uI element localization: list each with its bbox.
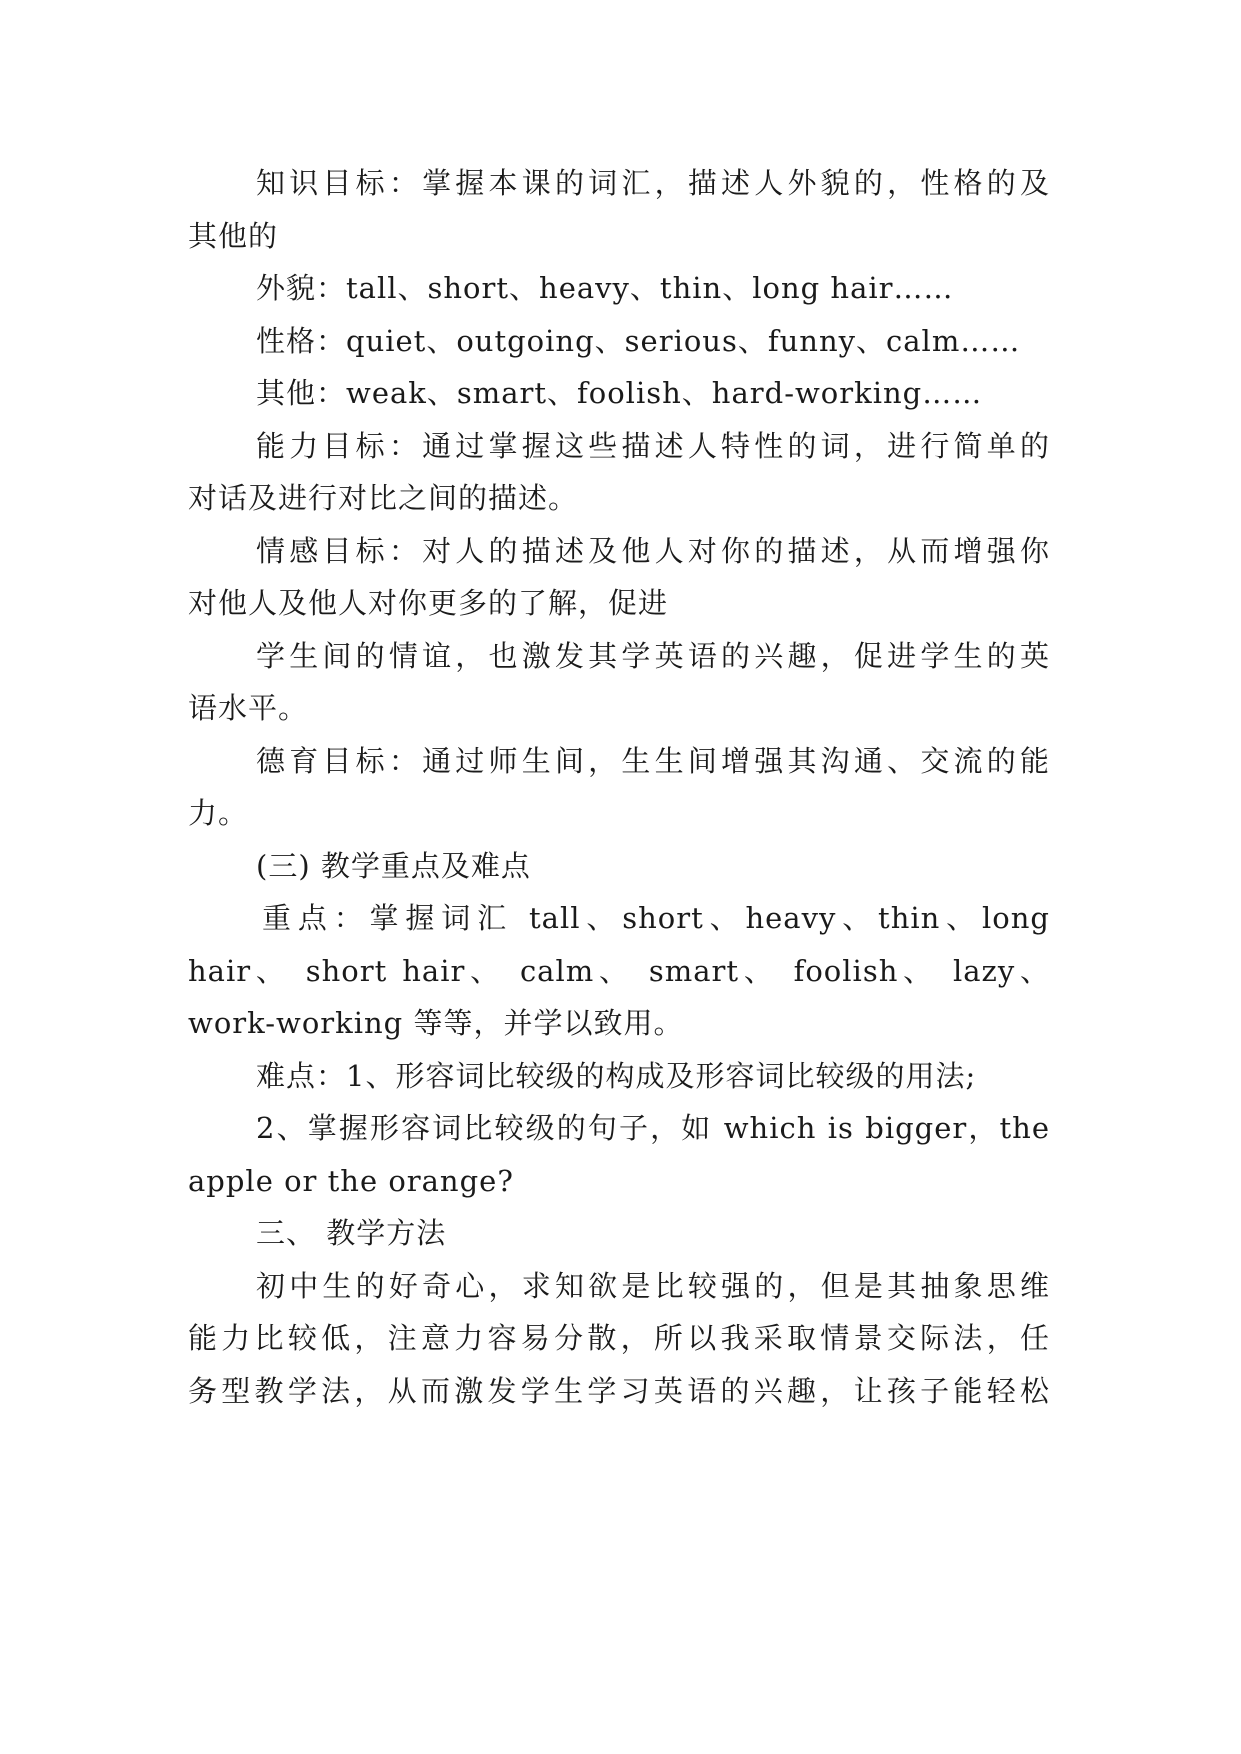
section-heading: 三、 教学方法 — [256, 1216, 447, 1250]
text-line: work-working 等等，并学以致用。 — [188, 1006, 684, 1040]
text-line: 对他人及他人对你更多的了解，促进 — [188, 586, 669, 620]
section-heading: (三) 教学重点及难点 — [256, 849, 531, 883]
text-line: 2、掌握形容词比较级的句子，如 which is bigger，the — [256, 1111, 1050, 1145]
text-line: 外貌：tall、short、heavy、thin、long hair…… — [256, 271, 954, 305]
text-line: 语水平。 — [188, 691, 309, 725]
text-line: 知识目标：掌握本课的词汇，描述人外貌的，性格的及 — [256, 166, 1050, 200]
text-line: 对话及进行对比之间的描述。 — [188, 481, 579, 515]
text-line: 重点：掌握词汇 tall、short、heavy、thin、long — [262, 901, 1050, 935]
text-line: apple or the orange? — [188, 1164, 514, 1198]
text-line: 性格：quiet、outgoing、serious、funny、calm…… — [256, 324, 1021, 358]
text-line: 学生间的情谊，也激发其学英语的兴趣，促进学生的英 — [256, 639, 1050, 673]
text-line: 初中生的好奇心，求知欲是比较强的，但是其抽象思维 — [256, 1269, 1050, 1303]
text-line: 能力比较低，注意力容易分散，所以我采取情景交际法，任 — [188, 1321, 1050, 1355]
text-line: 德育目标：通过师生间，生生间增强其沟通、交流的能 — [256, 744, 1050, 778]
text-line: 能力目标：通过掌握这些描述人特性的词，进行简单的 — [256, 429, 1050, 463]
text-line: 其他：weak、smart、foolish、hard-working…… — [256, 376, 983, 410]
text-line: 其他的 — [188, 219, 279, 253]
text-line: hair、 short hair、 calm、 smart、 foolish、 lazy、 — [188, 954, 1050, 988]
text-line: 力。 — [188, 796, 249, 830]
text-line: 情感目标：对人的描述及他人对你的描述，从而增强你 — [256, 534, 1050, 568]
text-line: 务型教学法，从而激发学生学习英语的兴趣，让孩子能轻松 — [188, 1374, 1050, 1408]
text-line: 难点：1、形容词比较级的构成及形容词比较级的用法; — [256, 1059, 977, 1093]
